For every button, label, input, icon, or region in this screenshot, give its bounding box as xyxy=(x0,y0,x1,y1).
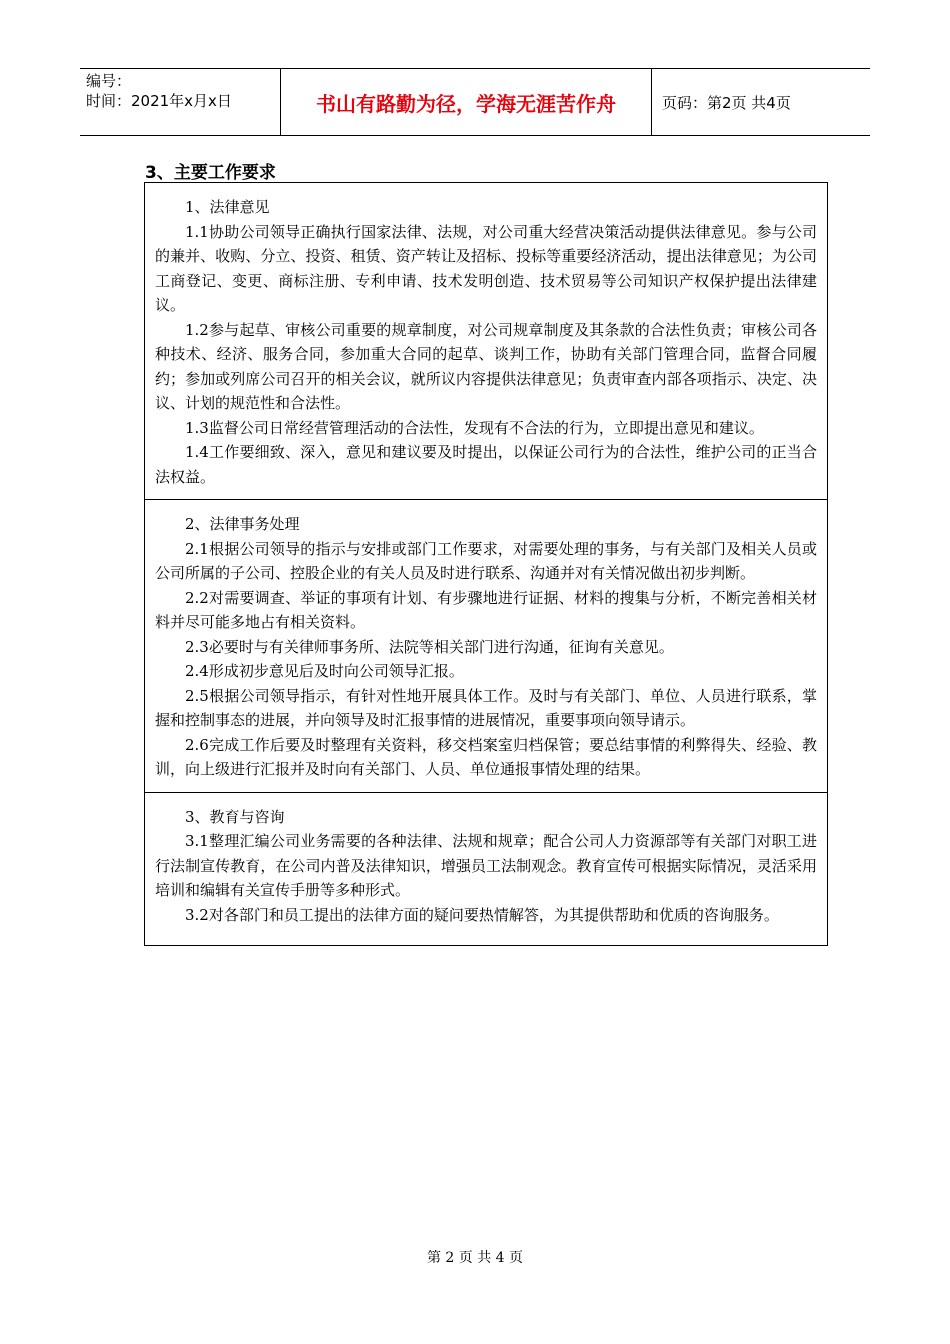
paragraph: 2.2对需要调查、举证的事项有计划、有步骤地进行证据、材料的搜集与分析，不断完善相关材料并尽可能多地占有相关资料。 xyxy=(155,588,817,631)
block-heading: 1、法律意见 xyxy=(185,198,270,216)
paragraph: 2.3必要时与有关律师事务所、法院等相关部门进行沟通，征询有关意见。 xyxy=(185,637,674,656)
document-time-label: 时间：2021年x月x日 xyxy=(86,92,232,110)
page-header xyxy=(80,68,870,136)
paragraph: 3.2对各部门和员工提出的法律方面的疑问要热情解答，为其提供帮助和优质的咨询服务。 xyxy=(185,905,779,924)
paragraph: 1.4工作要细致、深入，意见和建议要及时提出，以保证公司行为的合法性，维护公司的正当合法权益。 xyxy=(155,443,817,486)
paragraph: 1.1协助公司领导正确执行国家法律、法规，对公司重大经营决策活动提供法律意见。参与公司的兼并、收购、分立、投资、租赁、资产转让及招标、投标等重要经济活动，提出法律意见；为公司工商登记、变更、商标注册、专利申请、技术发明创造、技术贸易等公司知识产权保护提出法律建议。 xyxy=(155,222,817,314)
requirements-table xyxy=(144,182,828,946)
paragraph: 1.2参与起草、审核公司重要的规章制度，对公司规章制度及其条款的合法性负责；审核公司各种技术、经济、服务合同，参加重大合同的起草、谈判工作，协助有关部门管理合同，监督合同履约；参加或列席公司召开的相关会议，就所议内容提供法律意见；负责审查内部各项指示、决定、决议、计划的规范性和合法性。 xyxy=(155,320,817,412)
paragraph: 2.5根据公司领导指示，有针对性地开展具体工作。及时与有关部门、单位、人员进行联系，掌握和控制事态的进展，并向领导及时汇报事情的进展情况，重要事项向领导请示。 xyxy=(155,686,817,729)
section-title: 3、主要工作要求 xyxy=(145,163,276,183)
document-number-label: 编号： xyxy=(86,72,132,90)
header-page-info: 页码：第2页 共4页 xyxy=(662,93,791,112)
header-motto: 书山有路勤为径，学海无涯苦作舟 xyxy=(280,69,652,135)
paragraph: 2.6完成工作后要及时整理有关资料，移交档案室归档保管；要总结事情的利弊得失、经验、教训，向上级进行汇报并及时向有关部门、人员、单位通报事情处理的结果。 xyxy=(155,735,817,778)
page-footer: 第 2 页 共 4 页 xyxy=(426,1250,524,1266)
block-legal-opinion xyxy=(145,183,827,499)
paragraph: 1.3监督公司日常经营管理活动的合法性，发现有不合法的行为，立即提出意见和建议。 xyxy=(185,418,764,437)
header-meta xyxy=(80,69,280,135)
paragraph: 2.4形成初步意见后及时向公司领导汇报。 xyxy=(185,662,464,680)
paragraph: 3.1整理汇编公司业务需要的各种法律、法规和规章；配合公司人力资源部等有关部门对职工进行法制宣传教育，在公司内普及法律知识，增强员工法制观念。教育宣传可根据实际情况，灵活采用培训和编辑有关宣传手册等多种形式。 xyxy=(155,832,817,899)
paragraph: 2.1根据公司领导的指示与安排或部门工作要求，对需要处理的事务，与有关部门及相关人员或公司所属的子公司、控股企业的有关人员及时进行联系、沟通并对有关情况做出初步判断。 xyxy=(155,539,817,582)
block-heading: 3、教育与咨询 xyxy=(185,807,285,826)
block-education-consulting xyxy=(145,792,827,946)
block-heading: 2、法律事务处理 xyxy=(185,515,300,533)
block-legal-affairs xyxy=(145,499,827,792)
